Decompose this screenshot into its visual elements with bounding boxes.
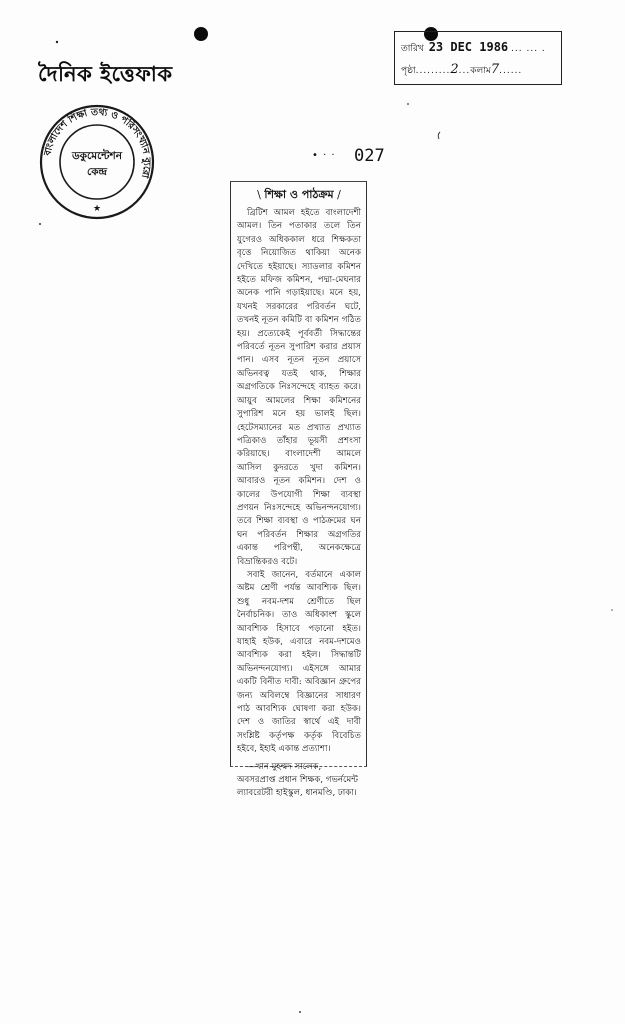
stamp-center-line-1: ডকুমেন্টেশন <box>71 150 123 162</box>
newspaper-clipping <box>230 181 367 799</box>
clipping-body <box>237 207 361 757</box>
date-label: তারিখ <box>401 44 424 54</box>
stamp-center-line-2: কেন্দ্র <box>86 166 108 178</box>
stamp-ring-text: বাংলাদেশ শিক্ষা তথ্য ও পরিসংখ্যান ব্যুরো <box>42 106 153 179</box>
dotted-rule: ......... <box>415 66 451 76</box>
documentation-center-stamp <box>38 103 156 221</box>
stamp-star-icon: ★ <box>92 204 102 214</box>
page-label: পৃষ্ঠা <box>401 66 416 76</box>
ref-dots: • · · <box>312 150 336 161</box>
clipping-title: \ শিক্ষা ও পাঠক্রম / <box>237 186 361 205</box>
clipping-paragraph-1: ব্রিটিশ আমল হইতে বাংলাদেশী আমল। তিন পতাকার তলে তিন যুগেরও অধিককাল ধরে শিক্ষকতা বৃত্তে নিয়োজিত থাকিয়া অনেক দেখিতে হইয়াছে। স্যাডলার কমিশন হইতে মফিজ কমিশন, পদ্মা-মেঘনার অনেক পানি গড়াইয়াছে। মনে হয়, যখনই সরকারের পরিবর্তন ঘটে, তখনই নূতন কমিটি বা কমিশন গঠিত হয়। প্রত্যেকেই পূর্ববর্তী সিদ্ধান্তের পরিবর্তে নূতন সুপারিশ করার প্রয়াস পান। এসব নূতন নূতন প্রয়াসে অভিনবত্ব যতই থাক, শিক্ষার অগ্রগতিকে নিঃসন্দেহে ব্যাহত করে। আয়ুব আমলের শিক্ষা কমিশনের সুপারিশ মনে হয় ভালই ছিল। হেটেসম্যানের মত প্রখ্যাত প্রখ্যাত পত্রিকাও তাঁহার ভূয়সী প্রশংসা করিয়াছে। বাংলাদেশী আমলে আসিল কুদরতে খুদা কমিশন। আবারও নূতন কমিশন। দেশ ও কালের উপযোগী শিক্ষা ব্যবস্থা প্রণয়ন নিঃসন্দেহে অভিনন্দনযোগ্য। তবে শিক্ষা ব্যবস্থা ও পাঠক্রমের ঘন ঘন পরিবর্তন শিক্ষার অগ্রগতির একান্ত পরিপন্থী, অনেকক্ষেত্রে বিভ্রান্তিকরও বটে। <box>237 208 361 567</box>
dotted-rule: ... <box>458 66 471 76</box>
dotted-rule: ... ... . <box>511 44 546 54</box>
column-label: কলাম <box>470 66 491 76</box>
page-value: 2 <box>450 62 459 77</box>
dotted-rule: ...... <box>499 66 523 76</box>
page-column-row <box>401 63 522 76</box>
clipping-signoff: —খান মুহম্মদ সালেক, অবসরপ্রাপ্ত প্রধান শিক্ষক, গভর্নমেন্ট ল্যাবরেটরী হাইস্কুল, ধানমণ্ডি, ঢাকা। <box>237 761 359 799</box>
date-value: 23 DEC 1986 <box>428 40 509 54</box>
punch-hole-left <box>194 27 208 41</box>
clipping-paragraph-2: সবাই জানেন, বর্তমানে একাল অষ্টম শ্রেণী পর্যন্ত আবশ্যিক ছিল। শুধু নবম-দশম শ্রেণীতে ছিল নৈর্বাচনিক। তাও অধিকাংশ স্কুলে আবশ্যিক হিসাবে পড়ানো হইত। যাহাই হউক, এবারে নবম-দশমেও আবশ্যিক করা হইল। সিদ্ধান্তটি অভিনন্দনযোগ্য। এইসঙ্গে আমার একটি বিনীত দাবী: অবিজ্ঞান গ্রুপের জন্য অবিলম্বে বিজ্ঞানের সাধারণ পাঠ আবশ্যিক ঘোষণা করা হউক। দেশ ও জাতির স্বার্থে এই দাবী সংশ্লিষ্ট কর্তৃপক্ষ কর্তৃক বিবেচিত হইবে, ইহাই একান্ত প্রত্যাশা। <box>237 569 361 755</box>
column-value: 7 <box>490 62 500 77</box>
newspaper-name: দৈনিক ইত্তেফাক <box>38 61 173 86</box>
reference-number: 027 <box>354 146 385 166</box>
date-row <box>401 41 546 54</box>
date-box <box>394 31 562 85</box>
